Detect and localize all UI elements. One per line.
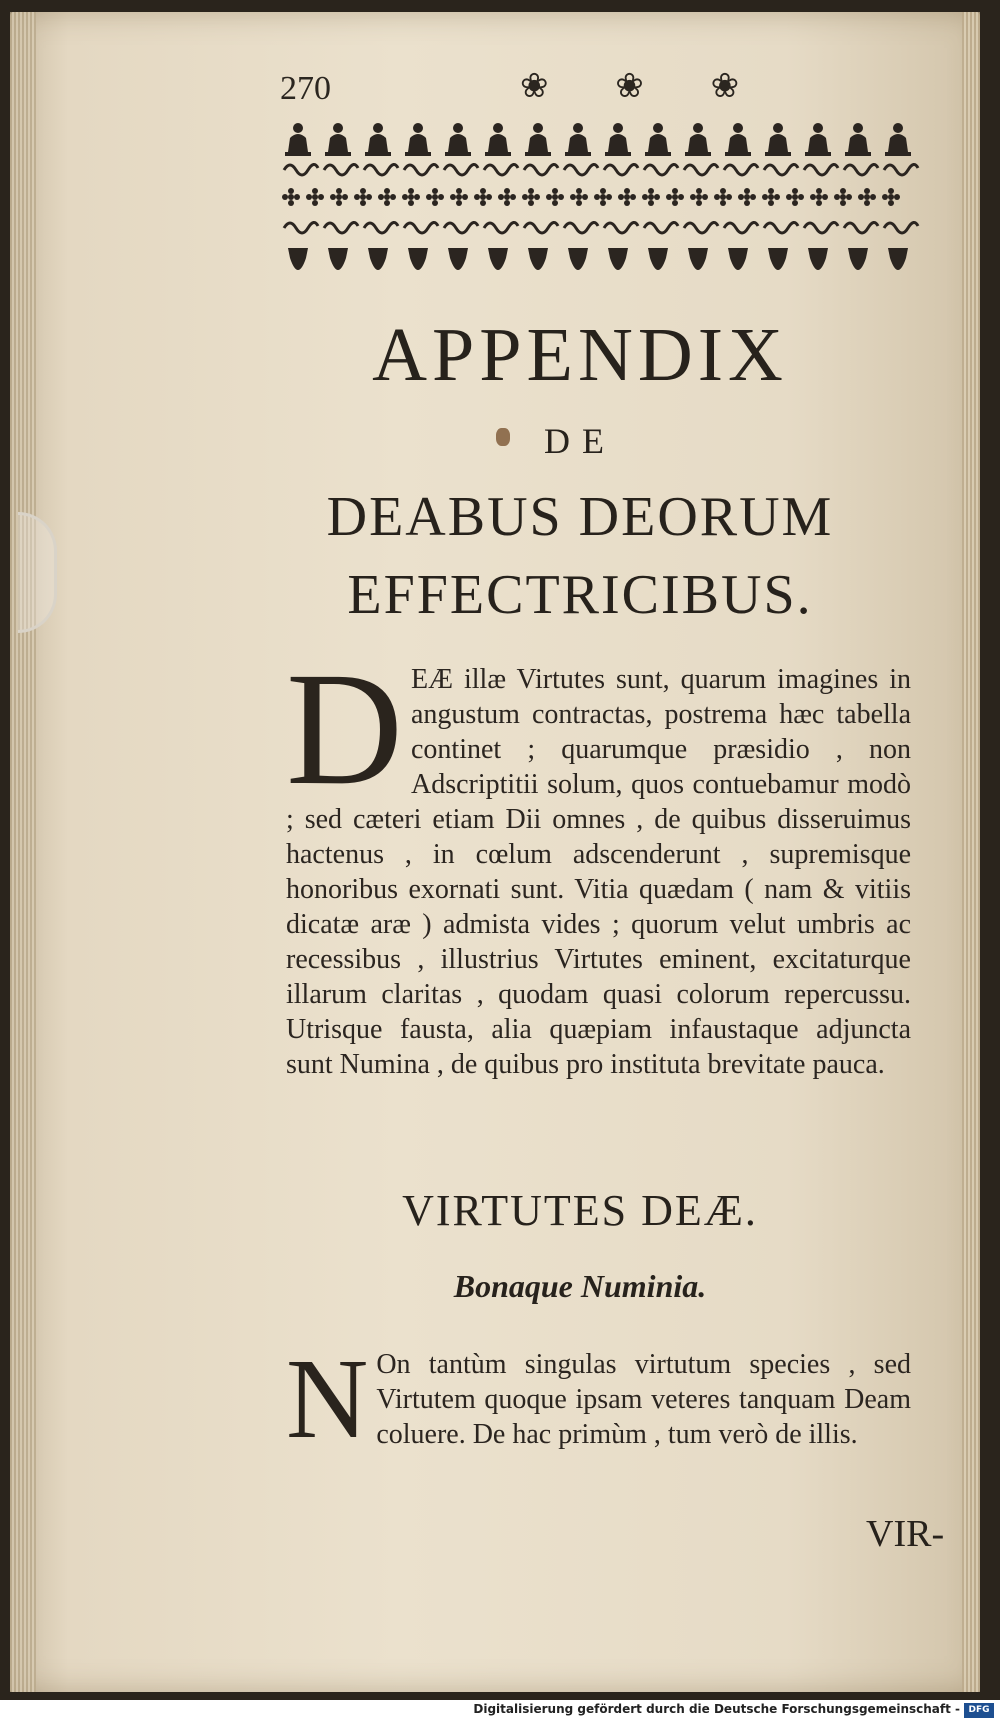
paragraph-virtutes-text: On tantùm singulas virtutum species , sed Virtutem quoque ipsam veteres tanquam Deam coluere. De hac primùm , tum verò de illis. [376,1349,911,1450]
ornament-band-graphic [280,122,920,307]
drop-cap-d: D [286,640,403,819]
swirl-row-bottom [284,222,918,233]
header-ornaments: ❀ ❀ ❀ [520,66,768,106]
page-number: 270 [280,70,331,107]
page-stack-left-edge [10,12,36,1692]
swirl-row-top [284,164,918,175]
section-title-virtutes: VIRTUTES DEÆ. [402,1186,758,1235]
catchword: VIR- [866,1513,945,1555]
page-stack-right-edge [962,12,980,1692]
bell-row [285,123,911,156]
paragraph-intro [286,640,911,1082]
title-line-deabus-deorum: DEABUS DEORUM [326,486,834,548]
dfg-logo[interactable]: DFG [964,1703,994,1718]
drop-cap-n: N [286,1335,369,1462]
funding-credit: Digitalisierung gefördert durch die Deutsche Forschungsgemeinschaft - [473,1702,960,1716]
running-header [280,66,920,120]
paragraph-virtutes [286,1335,911,1462]
acorn-row [288,248,908,270]
ink-stain [496,428,510,446]
ornament-band [280,122,920,307]
flower-row [282,188,900,206]
appendix-title: APPENDIX [372,313,788,397]
title-line-effectricibus: EFFECTRICIBUS. [347,564,813,626]
section-subtitle: Bonaque Numinia. [453,1268,707,1304]
digitization-footer [0,1700,1000,1722]
title-de: DE [544,421,616,461]
paragraph-intro-text: EÆ illæ Virtutes sunt, quarum imagines in angustum contractas, postrema hæc tabella continet ; quarumque præsidio , non Adscriptitii solum, quos contuebamur modò ; sed cæteri etiam Dii omnes , de quibus disseruimus hactenus , in cœlum adscenderunt , supremisque honoribus exornati sunt. Vitia quædam ( nam & vitiis dicatæ aræ ) admista vides ; quorum velut umbris ac recessibus , illustrius Virtutes eminent, excitaturque illarum claritas , quodam quasi colorum repercussu. Utrisque fausta, alia quæpiam infaustaque adjuncta sunt Numina , de quibus pro instituta brevitate pauca. [286,664,911,1080]
